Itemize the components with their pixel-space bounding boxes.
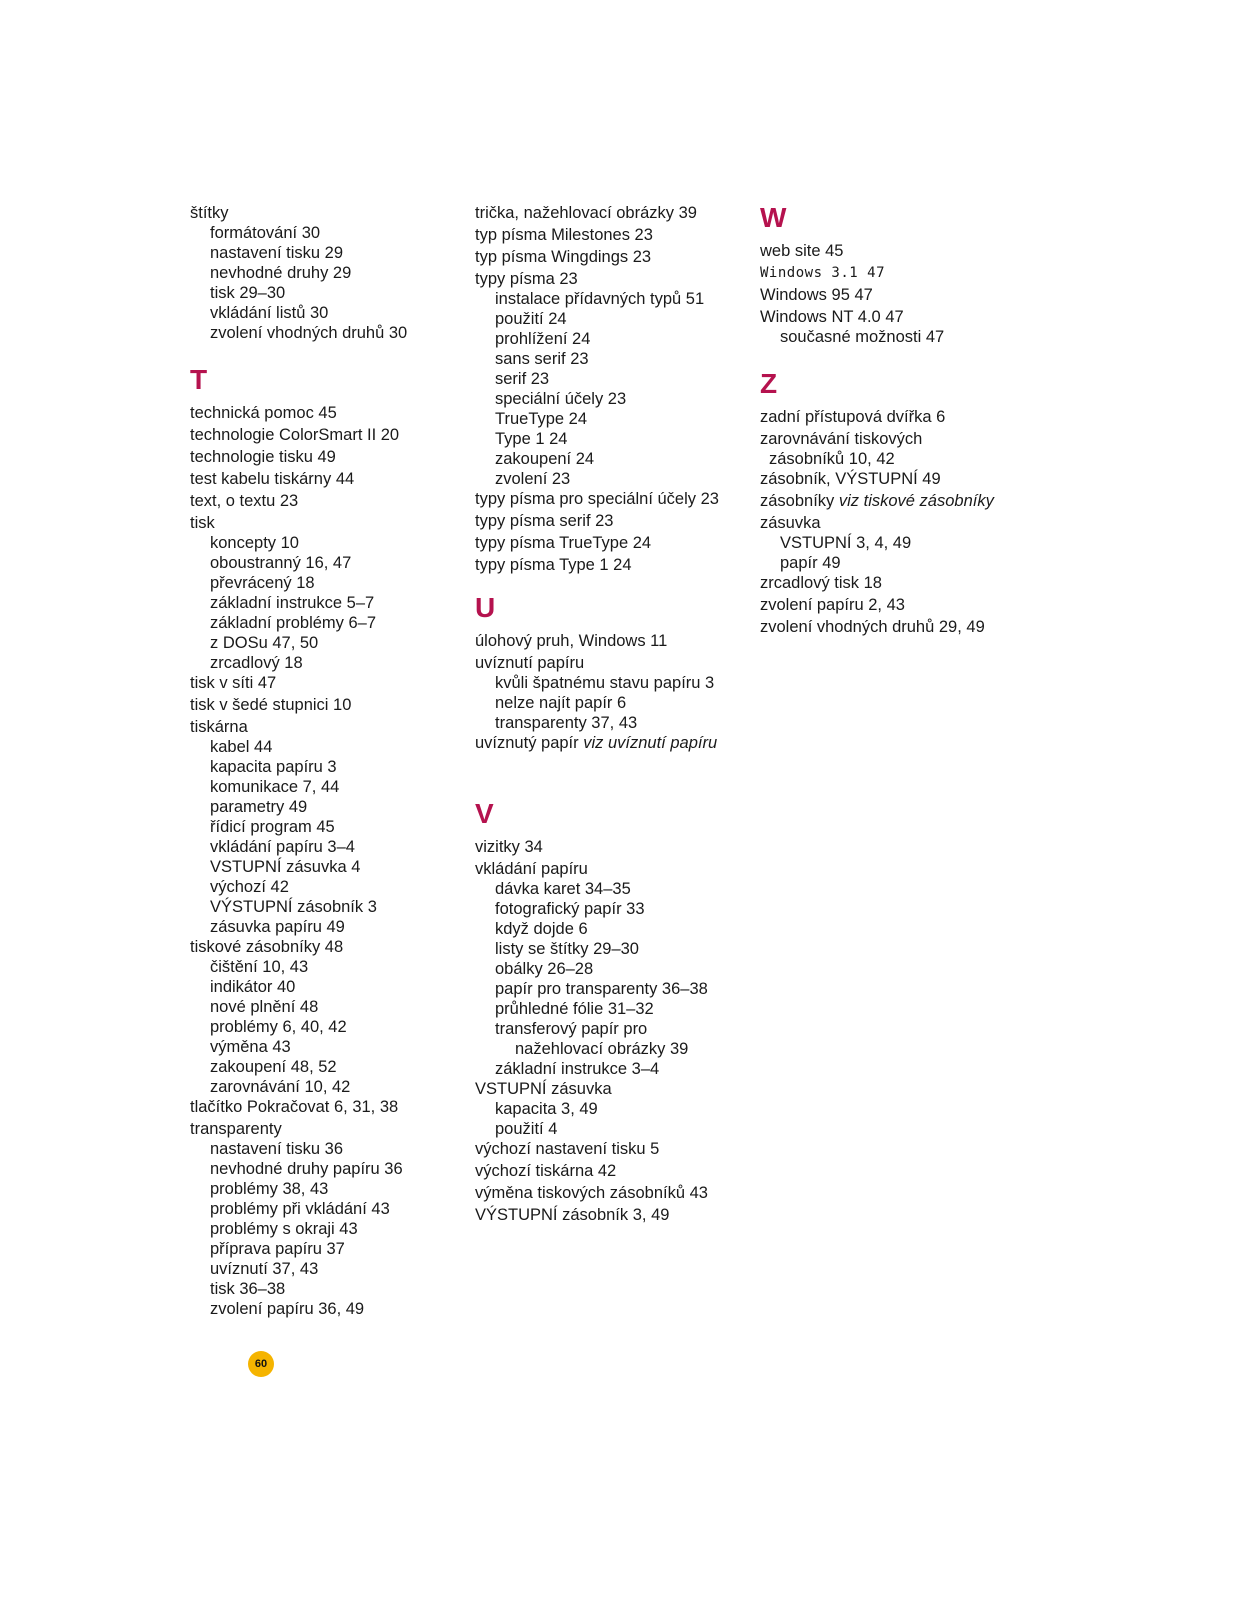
- index-subentry: VSTUPNÍ 3, 4, 49: [780, 534, 912, 552]
- index-entry: text, o textu 23: [190, 492, 299, 510]
- index-subentry: základní problémy 6–7: [210, 614, 377, 632]
- index-entry: typ písma Milestones 23: [475, 226, 653, 244]
- index-entry-continuation: zásobníků 10, 42: [769, 450, 895, 468]
- index-entry: tiskárna: [190, 718, 248, 736]
- cross-reference: viz tiskové zásobníky: [838, 492, 994, 510]
- index-subentry: koncepty 10: [210, 534, 299, 552]
- index-subentry: výchozí 42: [210, 878, 289, 896]
- index-subentry: oboustranný 16, 47: [210, 554, 352, 572]
- index-subentry: když dojde 6: [495, 920, 588, 938]
- index-subentry: VÝSTUPNÍ zásobník 3: [210, 898, 377, 916]
- index-subentry: indikátor 40: [210, 978, 296, 996]
- index-entry: trička, nažehlovací obrázky 39: [475, 204, 697, 222]
- index-entry: web site 45: [760, 242, 844, 260]
- index-subentry: uvíznutí 37, 43: [210, 1260, 319, 1278]
- index-entry: zadní přístupová dvířka 6: [760, 408, 946, 426]
- index-entry: typy písma TrueType 24: [475, 534, 652, 552]
- index-subentry: parametry 49: [210, 798, 308, 816]
- index-subentry: zvolení vhodných druhů 30: [210, 324, 408, 342]
- index-entry: typy písma 23: [475, 270, 578, 288]
- index-entry: VSTUPNÍ zásuvka: [475, 1080, 612, 1098]
- index-entry: výchozí nastavení tisku 5: [475, 1140, 660, 1158]
- index-subentry: listy se štítky 29–30: [495, 940, 639, 958]
- index-subentry: transferový papír pro: [495, 1020, 648, 1038]
- index-subentry: zarovnávání 10, 42: [210, 1078, 351, 1096]
- index-subentry: papír 49: [780, 554, 841, 572]
- letter-heading-w: W: [760, 202, 787, 233]
- index-subentry: kvůli špatnému stavu papíru 3: [495, 674, 715, 692]
- letter-heading-v: V: [475, 798, 494, 829]
- index-column-2: [475, 203, 745, 1225]
- index-subentry: speciální účely 23: [495, 390, 627, 408]
- index-subentry: nastavení tisku 29: [210, 244, 343, 262]
- index-subentry: TrueType 24: [495, 410, 588, 428]
- index-subentry: zásuvka papíru 49: [210, 918, 345, 936]
- index-subentry: zvolení papíru 36, 49: [210, 1300, 365, 1318]
- index-entry: vizitky 34: [475, 838, 543, 856]
- index-entry: zvolení papíru 2, 43: [760, 596, 905, 614]
- index-entry: tiskové zásobníky 48: [190, 938, 344, 956]
- index-entry: štítky: [190, 204, 229, 222]
- index-subentry: problémy s okraji 43: [210, 1220, 358, 1238]
- index-subentry: papír pro transparenty 36–38: [495, 980, 708, 998]
- index-subentry: převrácený 18: [210, 574, 315, 592]
- index-subentry: použití 4: [495, 1120, 558, 1138]
- index-subentry: problémy při vkládání 43: [210, 1200, 390, 1218]
- index-entry: tisk v síti 47: [190, 674, 277, 692]
- index-subentry: Type 1 24: [495, 430, 568, 448]
- index-subentry: čištění 10, 43: [210, 958, 309, 976]
- index-entry: vkládání papíru: [475, 860, 588, 878]
- index-subentry: problémy 6, 40, 42: [210, 1018, 347, 1036]
- index-entry: test kabelu tiskárny 44: [190, 470, 355, 488]
- index-subentry: průhledné fólie 31–32: [495, 1000, 654, 1018]
- index-subentry: použití 24: [495, 310, 567, 328]
- index-subentry: komunikace 7, 44: [210, 778, 340, 796]
- index-subentry: řídicí program 45: [210, 818, 335, 836]
- index-subentry: kapacita 3, 49: [495, 1100, 598, 1118]
- index-entry: úlohový pruh, Windows 11: [475, 632, 668, 650]
- index-entry: technická pomoc 45: [190, 404, 337, 422]
- index-entry: Windows 3.1 47: [760, 265, 886, 281]
- index-subentry: prohlížení 24: [495, 330, 591, 348]
- index-subentry: obálky 26–28: [495, 960, 594, 978]
- index-entry: Windows 95 47: [760, 286, 873, 304]
- index-subentry: tisk 29–30: [210, 284, 286, 302]
- letter-heading-u: U: [475, 592, 496, 623]
- index-entry: zvolení vhodných druhů 29, 49: [760, 618, 985, 636]
- index-subentry: zakoupení 24: [495, 450, 595, 468]
- index-entry: VÝSTUPNÍ zásobník 3, 49: [475, 1206, 670, 1224]
- index-subentry: výměna 43: [210, 1038, 291, 1056]
- index-subentry: fotografický papír 33: [495, 900, 645, 918]
- index-subentry: nové plnění 48: [210, 998, 319, 1016]
- page-number-badge: 60: [248, 1351, 274, 1377]
- index-subentry: instalace přídavných typů 51: [495, 290, 705, 308]
- letter-heading-t: T: [190, 364, 208, 395]
- index-entry: Windows NT 4.0 47: [760, 308, 904, 326]
- index-entry-cross-ref: zásobníky viz tiskové zásobníky: [760, 492, 994, 510]
- index-subentry: transparenty 37, 43: [495, 714, 638, 732]
- index-entry: tisk: [190, 514, 215, 532]
- index-subentry: nastavení tisku 36: [210, 1140, 343, 1158]
- index-subentry: nevhodné druhy 29: [210, 264, 352, 282]
- index-subentry: kabel 44: [210, 738, 273, 756]
- index-subentry: problémy 38, 43: [210, 1180, 329, 1198]
- index-entry: výchozí tiskárna 42: [475, 1162, 617, 1180]
- index-entry: tisk v šedé stupnici 10: [190, 696, 352, 714]
- index-entry: technologie ColorSmart II 20: [190, 426, 400, 444]
- index-subentry: serif 23: [495, 370, 550, 388]
- index-subentry: zrcadlový 18: [210, 654, 303, 672]
- index-column-3: [760, 203, 1030, 637]
- index-subentry: nelze najít papír 6: [495, 694, 627, 712]
- index-subentry: vkládání listů 30: [210, 304, 329, 322]
- index-entry: zásuvka: [760, 514, 821, 532]
- index-entry: technologie tisku 49: [190, 448, 336, 466]
- index-subentry: tisk 36–38: [210, 1280, 286, 1298]
- index-subentry: dávka karet 34–35: [495, 880, 631, 898]
- index-subentry: z DOSu 47, 50: [210, 634, 319, 652]
- index-entry: typ písma Wingdings 23: [475, 248, 652, 266]
- index-entry: typy písma serif 23: [475, 512, 614, 530]
- index-entry: typy písma pro speciální účely 23: [475, 490, 719, 508]
- index-subentry: formátování 30: [210, 224, 321, 242]
- index-subentry: zvolení 23: [495, 470, 571, 488]
- index-entry: výměna tiskových zásobníků 43: [475, 1184, 708, 1202]
- index-entry: zásobník, VÝSTUPNÍ 49: [760, 470, 941, 488]
- cross-reference: viz uvíznutí papíru: [583, 734, 718, 752]
- index-subentry: kapacita papíru 3: [210, 758, 337, 776]
- index-entry: zrcadlový tisk 18: [760, 574, 882, 592]
- index-entry: zarovnávání tiskových: [760, 430, 923, 448]
- index-entry-cross-ref: uvíznutý papír viz uvíznutí papíru: [475, 734, 718, 752]
- index-subentry-continuation: nažehlovací obrázky 39: [515, 1040, 689, 1058]
- index-subentry: vkládání papíru 3–4: [210, 838, 355, 856]
- index-subentry: zakoupení 48, 52: [210, 1058, 337, 1076]
- index-subentry: VSTUPNÍ zásuvka 4: [210, 858, 361, 876]
- index-subentry: současné možnosti 47: [780, 328, 945, 346]
- index-subentry: základní instrukce 5–7: [210, 594, 375, 612]
- index-column-1: [190, 203, 460, 1319]
- letter-heading-z: Z: [760, 368, 778, 399]
- index-entry: typy písma Type 1 24: [475, 556, 632, 574]
- index-subentry: sans serif 23: [495, 350, 589, 368]
- index-entry: tlačítko Pokračovat 6, 31, 38: [190, 1098, 399, 1116]
- index-subentry: nevhodné druhy papíru 36: [210, 1160, 403, 1178]
- index-subentry: příprava papíru 37: [210, 1240, 345, 1258]
- index-subentry: základní instrukce 3–4: [495, 1060, 660, 1078]
- index-entry: uvíznutí papíru: [475, 654, 585, 672]
- index-entry: transparenty: [190, 1120, 282, 1138]
